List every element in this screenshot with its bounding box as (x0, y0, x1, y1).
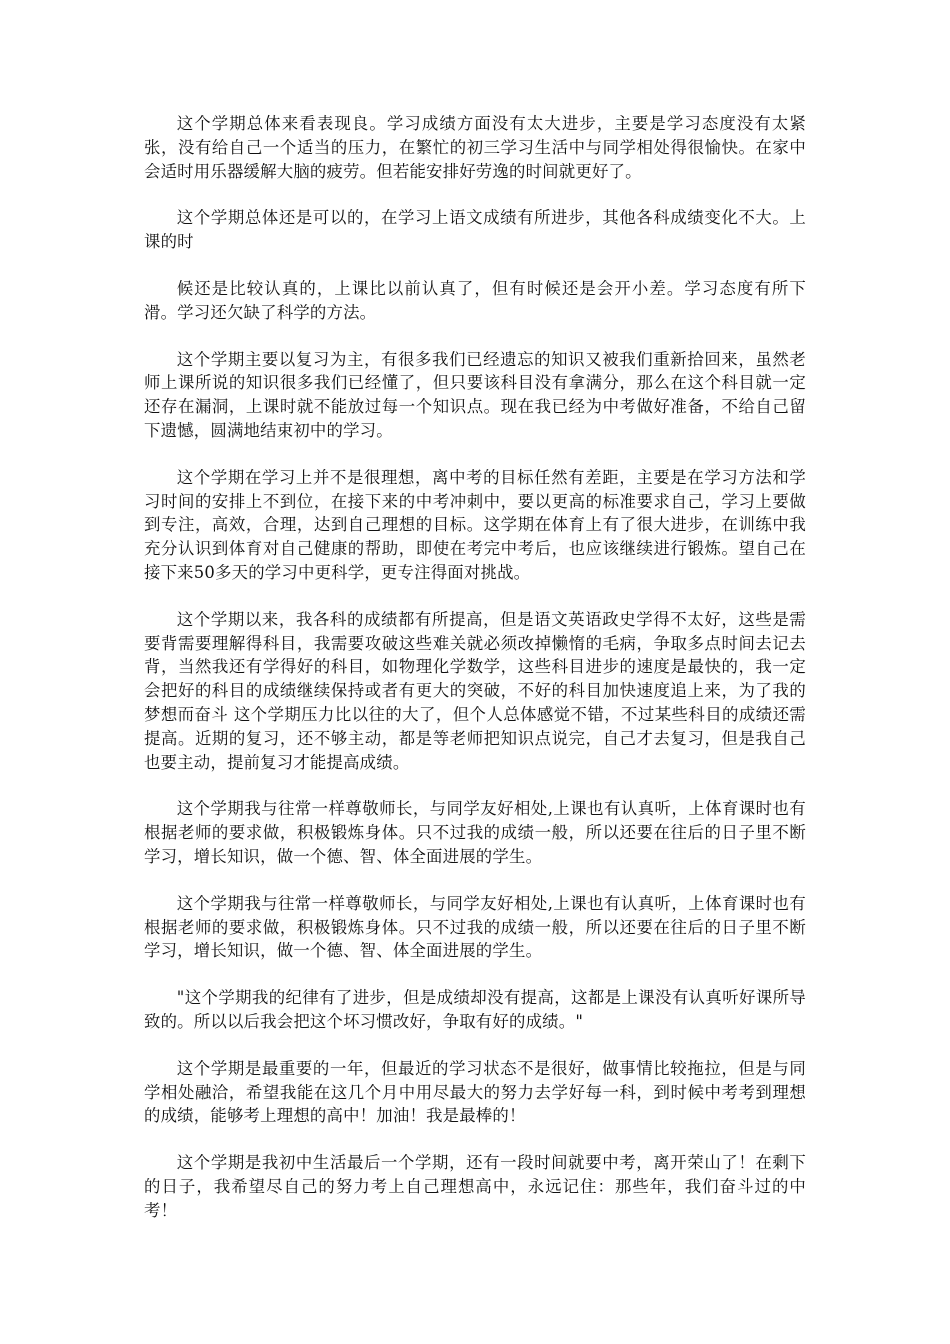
paragraph: 这个学期总体来看表现良。学习成绩方面没有太大进步，主要是学习态度没有太紧张，没有给自己一个适当的压力，在繁忙的初三学习生活中与同学相处得很愉快。在家中会适时用乐器缓解大脑的疲劳。但若能安排好劳逸的时间就更好了。 (144, 114, 806, 181)
paragraph: 这个学期在学习上并不是很理想，离中考的目标任然有差距，主要是在学习方法和学习时间的安排上不到位，在接下来的中考冲刺中，要以更高的标准要求自己，学习上要做到专注，高效，合理，达到自己理想的目标。这学期在体育上有了很大进步，在训练中我充分认识到体育对自己健康的帮助，即使在考完中考后，也应该继续进行锻炼。望自己在接下来50多天的学习中更科学，更专注得面对挑战。 (144, 467, 806, 582)
paragraph: 这个学期是我初中生活最后一个学期，还有一段时间就要中考，离开荣山了！在剩下的日子，我希望尽自己的努力考上自己理想高中，永远记住：那些年，我们奋斗过的中考！ (144, 1153, 806, 1220)
paragraph: 这个学期我与往常一样尊敬师长，与同学友好相处,上课也有认真听，上体育课时也有根据老师的要求做，积极锻炼身体。只不过我的成绩一般，所以还要在往后的日子里不断学习，增长知识，做一个德、智、体全面进展的学生。 (144, 799, 806, 866)
paragraph: 这个学期总体还是可以的，在学习上语文成绩有所进步，其他各科成绩变化不大。上课的时 (144, 208, 806, 252)
paragraph: 这个学期主要以复习为主，有很多我们已经遗忘的知识又被我们重新拾回来，虽然老师上课所说的知识很多我们已经懂了，但只要该科目没有拿满分，那么在这个科目就一定还存在漏洞，上课时就不能放过每一个知识点。现在我已经为中考做好准备，不给自己留下遗憾，圆满地结束初中的学习。 (144, 349, 806, 440)
paragraph: 这个学期我与往常一样尊敬师长，与同学友好相处,上课也有认真听，上体育课时也有根据老师的要求做，积极锻炼身体。只不过我的成绩一般，所以还要在往后的日子里不断学习，增长知识，做一个德、智、体全面进展的学生。 (144, 893, 806, 961)
paragraph: "这个学期我的纪律有了进步，但是成绩却没有提高，这都是上课没有认真听好课所导致的。所以以后我会把这个坏习惯改好，争取有好的成绩。" (144, 988, 806, 1031)
document-body (144, 112, 806, 1245)
paragraph: 这个学期是最重要的一年，但最近的学习状态不是很好，做事情比较拖拉，但是与同学相处融洽，希望我能在这几个月中用尽最大的努力去学好每一科，到时候中考考到理想的成绩，能够考上理想的高中！加油！我是最棒的！ (144, 1058, 806, 1126)
paragraph: 候还是比较认真的，上课比以前认真了，但有时候还是会开小差。学习态度有所下滑。学习还欠缺了科学的方法。 (144, 278, 806, 322)
paragraph: 这个学期以来，我各科的成绩都有所提高，但是语文英语政史学得不太好，这些是需要背需要理解得科目，我需要攻破这些难关就必须改掉懒惰的毛病，争取多点时间去记去背，当然我还有学得好的科目，如物理化学数学，这些科目进步的速度是最快的，我一定会把好的科目的成绩继续保持或者有更大的突破，不好的科目加快速度追上来，为了我的梦想而奋斗 这个学期压力比以往的大了，但个人总体感觉不错，不过某些科目的成绩还需提高。近期的复习，还不够主动，都是等老师把知识点说完，自己才去复习，但是我自己也要主动，提前复习才能提高成绩。 (144, 609, 806, 772)
